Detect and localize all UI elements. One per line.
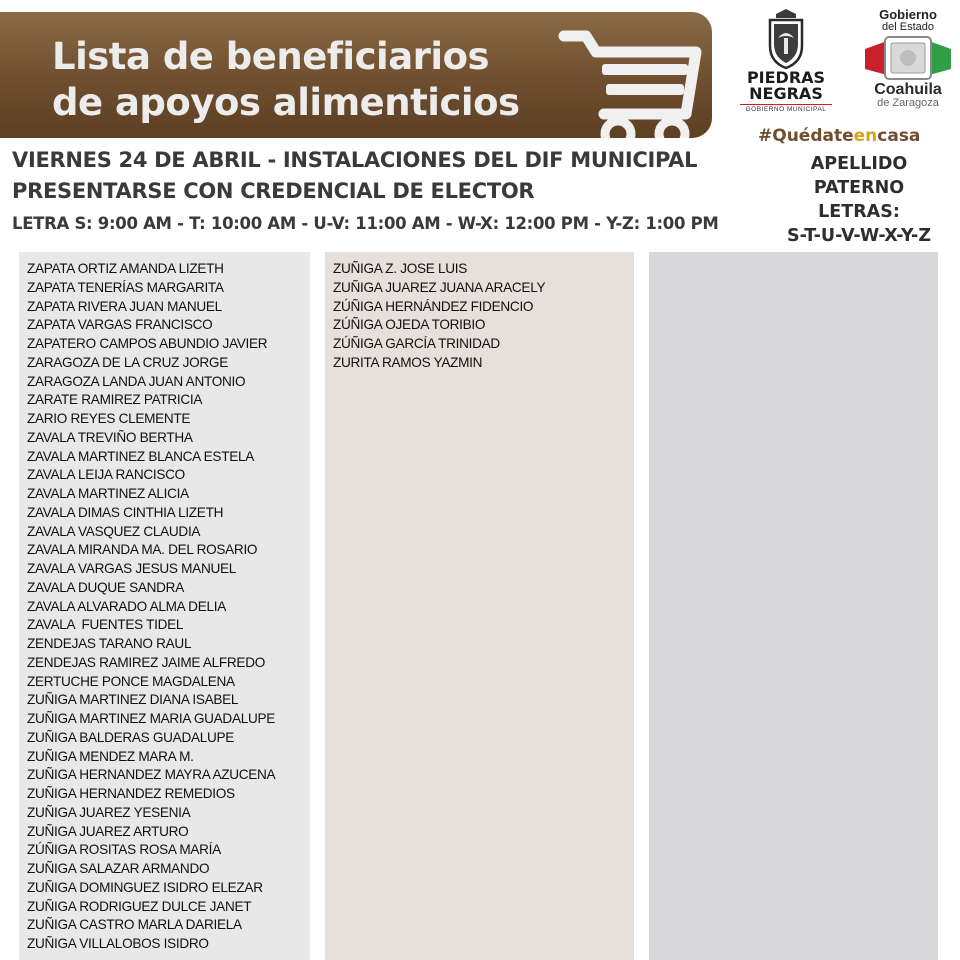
list-item: ZAVALA TREVIÑO BERTHA bbox=[27, 429, 193, 445]
list-item: ZÚÑIGA HERNÁNDEZ FIDENCIO bbox=[333, 298, 534, 314]
state-gobierno-label: Gobierno bbox=[879, 7, 937, 22]
apellido-line-1: APELLIDO bbox=[810, 154, 908, 174]
list-item: ZAVALA DUQUE SANDRA bbox=[27, 579, 184, 595]
list-item: ZAPATERO CAMPOS ABUNDIO JAVIER bbox=[27, 336, 268, 351]
list-item: ZENDEJAS TARANO RAUL bbox=[27, 636, 192, 651]
info-date-location: VIERNES 24 DE ABRIL - INSTALACIONES DEL DIF MUNICIPAL bbox=[12, 148, 698, 172]
list-item: ZUÑIGA JUAREZ ARTURO bbox=[27, 823, 189, 839]
list-item: ZUÑIGA JUAREZ JUANA ARACELY bbox=[333, 279, 546, 295]
state-del-estado-label: del Estado bbox=[882, 21, 934, 33]
list-item: ZÚÑIGA ROSITAS ROSA MARÍA bbox=[27, 842, 221, 858]
hashtag-part-2: en bbox=[853, 126, 878, 146]
list-item: ZAVALA LEIJA RANCISCO bbox=[27, 467, 185, 483]
list-item: ZUÑIGA DOMINGUEZ ISIDRO ELEZAR bbox=[27, 879, 263, 895]
hashtag-part-3: casa bbox=[877, 126, 921, 146]
list-item: ZARAGOZA DE LA CRUZ JORGE bbox=[27, 354, 228, 370]
municipal-crest-icon bbox=[764, 8, 808, 70]
list-item: ZAPATA RIVERA JUAN MANUEL bbox=[27, 298, 222, 314]
info-credential: PRESENTARSE CON CREDENCIAL DE ELECTOR bbox=[12, 179, 535, 203]
list-item: ZUÑIGA VILLALOBOS ISIDRO bbox=[27, 936, 209, 951]
list-item: ZUÑIGA MARTINEZ DIANA ISABEL bbox=[27, 692, 239, 708]
list-item: ZUÑIGA JUAREZ YESENIA bbox=[27, 804, 191, 820]
list-item: ZUÑIGA MENDEZ MARA M. bbox=[27, 748, 194, 764]
municipal-name-line-1: PIEDRAS bbox=[746, 68, 826, 87]
list-item: ZURITA RAMOS YAZMIN bbox=[333, 354, 483, 370]
header-banner bbox=[0, 12, 712, 138]
list-item: ZAVALA VARGAS JESUS MANUEL bbox=[27, 561, 237, 576]
list-item: ZUÑIGA MARTINEZ MARIA GUADALUPE bbox=[27, 711, 276, 726]
list-item: ZAVALA DIMAS CINTHIA LIZETH bbox=[27, 504, 224, 520]
info-schedule: LETRA S: 9:00 AM - T: 10:00 AM - U-V: 11:00 AM - W-X: 12:00 PM - Y-Z: 1:00 PM bbox=[12, 214, 719, 233]
list-item: ZUÑIGA HERNANDEZ REMEDIOS bbox=[27, 786, 235, 801]
apellido-line-3: LETRAS: bbox=[818, 202, 900, 222]
shopping-cart-icon bbox=[556, 22, 706, 138]
list-item: ZUÑIGA RODRIGUEZ DULCE JANET bbox=[27, 898, 252, 914]
list-item: ZAVALA MIRANDA MA. DEL ROSARIO bbox=[27, 542, 258, 558]
page-title bbox=[52, 34, 552, 126]
list-item: ZAVALA ALVARADO ALMA DELIA bbox=[27, 598, 226, 614]
list-item: ZARIO REYES CLEMENTE bbox=[27, 411, 191, 426]
piedras-negras-logo bbox=[740, 8, 832, 126]
list-item: ZUÑIGA SALAZAR ARMANDO bbox=[27, 861, 210, 876]
list-item: ZAVALA MARTINEZ BLANCA ESTELA bbox=[27, 448, 254, 464]
names-column-3 bbox=[649, 252, 938, 960]
state-name: Coahuila bbox=[874, 81, 942, 98]
list-item: ZERTUCHE PONCE MAGDALENA bbox=[27, 673, 235, 689]
apellido-letters bbox=[776, 152, 942, 248]
list-item: ZAPATA VARGAS FRANCISCO bbox=[27, 317, 213, 333]
list-item: ZARATE RAMIREZ PATRICIA bbox=[27, 392, 203, 408]
state-shield-icon bbox=[861, 35, 955, 81]
apellido-line-2: PATERNO bbox=[813, 178, 905, 198]
municipal-subtitle: GOBIERNO MUNICIPAL bbox=[740, 104, 832, 113]
list-item: ZÚÑIGA GARCÍA TRINIDAD bbox=[333, 336, 500, 351]
list-item: ZAVALA FUENTES TIDEL bbox=[27, 617, 184, 633]
names-column-1 bbox=[19, 252, 310, 960]
list-item: ZAVALA MARTINEZ ALICIA bbox=[27, 486, 189, 501]
apellido-line-4: S-T-U-V-W-X-Y-Z bbox=[786, 226, 932, 246]
list-item: ZAVALA VASQUEZ CLAUDIA bbox=[27, 523, 201, 539]
list-item: ZUÑIGA HERNANDEZ MAYRA AZUCENA bbox=[27, 767, 276, 783]
municipal-name-line-2: NEGRAS bbox=[749, 84, 823, 103]
hashtag-part-1: #Quédate bbox=[758, 126, 854, 146]
list-item: ZARAGOZA LANDA JUAN ANTONIO bbox=[27, 373, 246, 389]
state-de-zaragoza: de Zaragoza bbox=[877, 97, 939, 109]
coahuila-logo bbox=[858, 8, 958, 109]
list-item: ZAPATA ORTIZ AMANDA LIZETH bbox=[27, 261, 224, 276]
list-item: ZUÑIGA CASTRO MARLA DARIELA bbox=[27, 917, 242, 933]
title-line-1: Lista de beneficiarios bbox=[52, 35, 490, 78]
list-item: ZENDEJAS RAMIREZ JAIME ALFREDO bbox=[27, 654, 265, 670]
names-column-2 bbox=[325, 252, 634, 960]
list-item: ZÚÑIGA OJEDA TORIBIO bbox=[333, 317, 486, 333]
hashtag bbox=[758, 126, 958, 146]
title-line-2: de apoyos alimenticios bbox=[52, 81, 520, 124]
list-item: ZAPATA TENERÍAS MARGARITA bbox=[27, 279, 224, 295]
list-item: ZUÑIGA Z. JOSE LUIS bbox=[333, 261, 468, 276]
list-item: ZUÑIGA BALDERAS GUADALUPE bbox=[27, 729, 235, 745]
